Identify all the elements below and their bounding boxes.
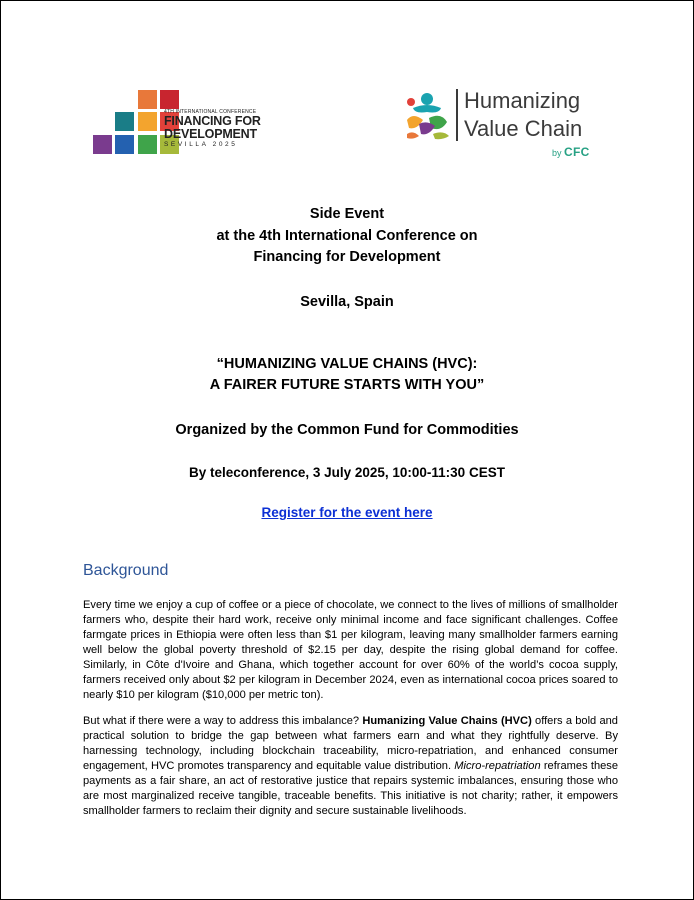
p2-end: reframes these payments as a fair share, an act of restorative justice that repairs systemic imbalances, ensuring those who are most marginalized receive tangible, traceable benefits. This initiative is not charity; rather, it empowers smallholder farmers to reclaim their dignity and secure sustainable livelihoods. <box>83 760 618 817</box>
ffd-logo-line3: DEVELOPMENT <box>164 126 257 141</box>
event-date: By teleconference, 3 July 2025, 10:00-11:30 CEST <box>189 465 505 480</box>
logo-square <box>115 112 134 131</box>
hvc-logo-org: CFC <box>564 145 590 159</box>
hvc-logo-icon <box>403 90 453 140</box>
event-title-line1: “HUMANIZING VALUE CHAINS (HVC): <box>216 356 478 372</box>
ffd-logo-line1: 4TH INTERNATIONAL CONFERENCE <box>164 109 257 115</box>
hvc-logo-line1: Humanizing <box>464 88 581 113</box>
logo-square <box>138 90 157 109</box>
logo-square <box>138 135 157 154</box>
p2-body: offers a bold and practical solution to bridge the gap between what farmers earn and what they rightfully deserve. By harnessing technology, including blockchain traceability, micro-repatriation, and enhanced consumer engagement, HVC promotes transparency and equitable value distribution. <box>83 715 618 772</box>
hvc-logo-by-word: by <box>552 148 562 158</box>
event-conference: Financing for Development <box>253 249 441 265</box>
event-organizer: Organized by the Common Fund for Commodities <box>175 422 519 438</box>
p2-intro: But what if there were a way to address this imbalance? <box>83 715 363 727</box>
p2-microrepatriation: Micro-repatriation <box>454 760 541 772</box>
ffd-logo-line4: SEVILLA 2025 <box>164 141 238 148</box>
event-title-line2: A FAIRER FUTURE STARTS WITH YOU” <box>209 377 485 393</box>
p2-hvc-bold: Humanizing Value Chains (HVC) <box>362 715 532 727</box>
logo-square <box>115 135 134 154</box>
logo-square <box>160 90 179 109</box>
hvc-logo-by <box>552 145 590 159</box>
background-heading: Background <box>83 562 169 579</box>
ffd-logo-line2: FINANCING FOR <box>164 114 261 128</box>
background-paragraph-1: Every time we enjoy a cup of coffee or a piece of chocolate, we connect to the lives of millions of smallholder farmers who, despite their hard work, receive only minimal income and face significant challenges. Coffee farmgate prices in Ethiopia were often less than $1 per kilogram, leaving many smallholder farmers earning well below the global poverty threshold of $2.15 per day, despite the rising global demand for coffee. Similarly, in Côte d'Ivoire and Ghana, which together account for over 60% of the world’s cocoa supply, farmers received only about $2 per kilogram in December 2024, even as international cocoa prices soared to nearly $10 per kilogram ($10,000 per metric ton). <box>83 599 618 701</box>
event-context: at the 4th International Conference on <box>216 228 478 244</box>
hvc-logo-divider <box>456 89 458 141</box>
register-link-wrap <box>1 505 693 520</box>
logo-square <box>93 135 112 154</box>
event-location: Sevilla, Spain <box>300 294 394 310</box>
register-link[interactable]: Register for the event here <box>261 505 433 520</box>
hvc-logo-line2: Value Chain <box>464 116 583 141</box>
ffd-logo-text <box>164 109 261 149</box>
background-paragraph-2 <box>83 714 618 819</box>
logo-square <box>138 112 157 131</box>
event-type: Side Event <box>309 206 385 222</box>
